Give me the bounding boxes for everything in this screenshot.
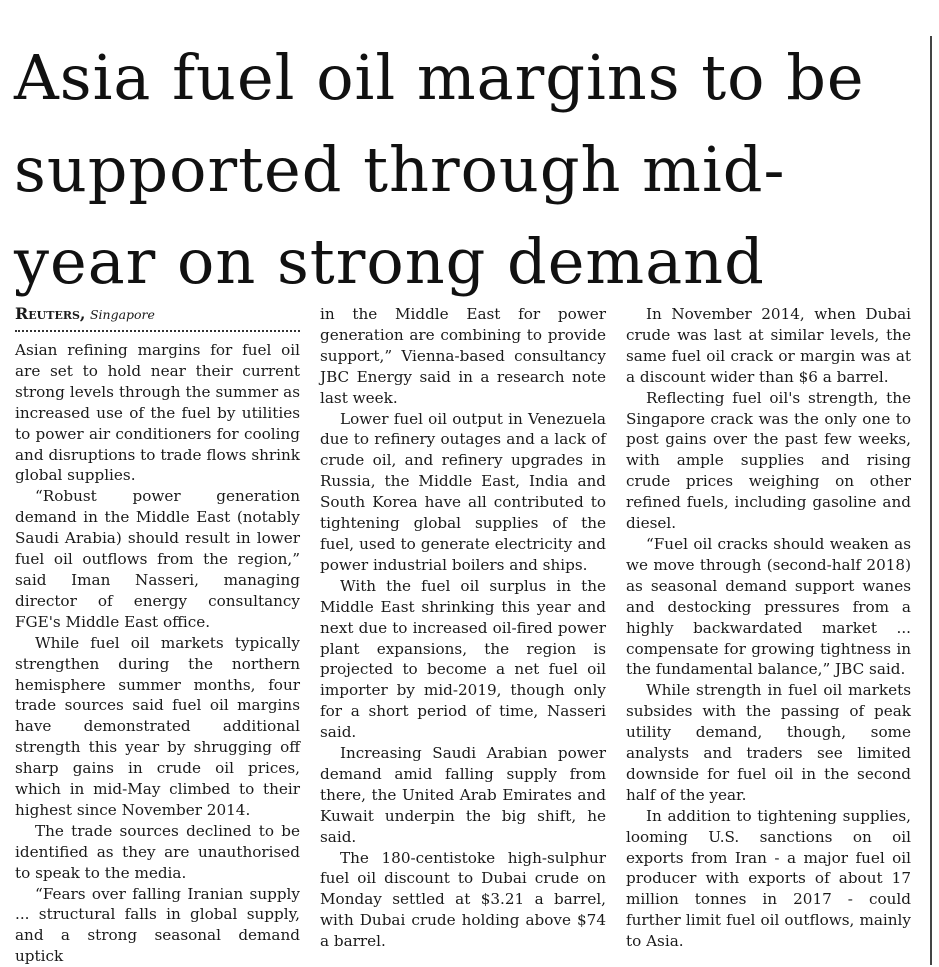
article-paragraph: In addition to tightening supplies, looming U.S. sanctions on oil exports from Iran - a major fuel oil producer with exports of about 17 million tonnes in 2017 - could further limit fuel oil outflows, mainly to Asia.	[626, 806, 911, 951]
article-paragraph: Asian refining margins for fuel oil are set to hold near their current strong levels through the summer as increased use of the fuel by utilities to power air conditioners for cooling and disruptions to trade flows shrink global supplies.	[15, 341, 300, 485]
byline	[15, 304, 300, 325]
byline-agency: Reuters,	[15, 304, 86, 323]
article-paragraph: “Fears over falling Iranian supply ... structural falls in global supply, and a strong seasonal demand uptick	[15, 884, 300, 966]
article-paragraph: Increasing Saudi Arabian power demand amid falling supply from there, the United Arab Emirates and Kuwait underpin the big shift, he said.	[320, 744, 606, 846]
byline-location: Singapore	[89, 307, 155, 322]
article-paragraph: “Robust power generation demand in the Middle East (notably Saudi Arabia) should result in lower fuel oil outflows from the region,” said Iman Nasseri, managing director of energy consultancy FGE's Middle East office.	[15, 487, 300, 631]
article-paragraph: Lower fuel oil output in Venezuela due to refinery outages and a lack of crude oil, and refinery upgrades in Russia, the Middle East, India and South Korea have all contributed to tightening global supplies of the fuel, used to generate electricity and power industrial boilers and ships.	[320, 409, 606, 574]
article-column-3	[626, 304, 911, 952]
article-paragraph: The trade sources declined to be identified as they are unauthorised to speak to the media.	[15, 821, 300, 882]
article-paragraph: in the Middle East for power generation are combining to provide support,” Vienna-based consultancy JBC Energy said in a research note last week.	[320, 305, 606, 407]
article-paragraph: In November 2014, when Dubai crude was last at similar levels, the same fuel oil crack or margin was at a discount wider than $6 a barrel.	[626, 305, 911, 386]
byline-divider	[15, 330, 300, 332]
article-paragraph: While fuel oil markets typically strengthen during the northern hemisphere summer months, four trade sources said fuel oil margins have demonstrated additional strength this year by shrugging off sharp gains in crude oil prices, which in mid-May climbed to their highest since November 2014.	[15, 633, 300, 819]
article-column-1	[15, 304, 300, 967]
article-column-2	[320, 304, 606, 952]
article-paragraph: “Fuel oil cracks should weaken as we move through (second-half 2018) as seasonal demand support wanes and destocking pressures from a highly backwardated market ... compensate for growing tightness in the fundamental balance,” JBC said.	[626, 534, 911, 679]
headline: Asia fuel oil margins to be supported through mid-year on strong demand	[14, 41, 865, 298]
article-paragraph: The 180-centistoke high-sulphur fuel oil discount to Dubai crude on Monday settled at $3.21 a barrel, with Dubai crude holding above $74 a barrel.	[320, 848, 606, 951]
article-paragraph: While strength in fuel oil markets subsides with the passing of peak utility demand, though, some analysts and traders see limited downside for fuel oil in the second half of the year.	[626, 681, 911, 804]
article-paragraph: With the fuel oil surplus in the Middle East shrinking this year and next due to increased oil-fired power plant expansions, the region is projected to become a net fuel oil importer by mid-2019, though only for a short period of time, Nasseri said.	[320, 576, 606, 742]
column-rule	[930, 36, 932, 965]
article-paragraph: Reflecting fuel oil's strength, the Singapore crack was the only one to post gains over the past few weeks, with ample supplies and rising crude prices weighing on other refined fuels, including gasoline and diesel.	[626, 388, 911, 533]
